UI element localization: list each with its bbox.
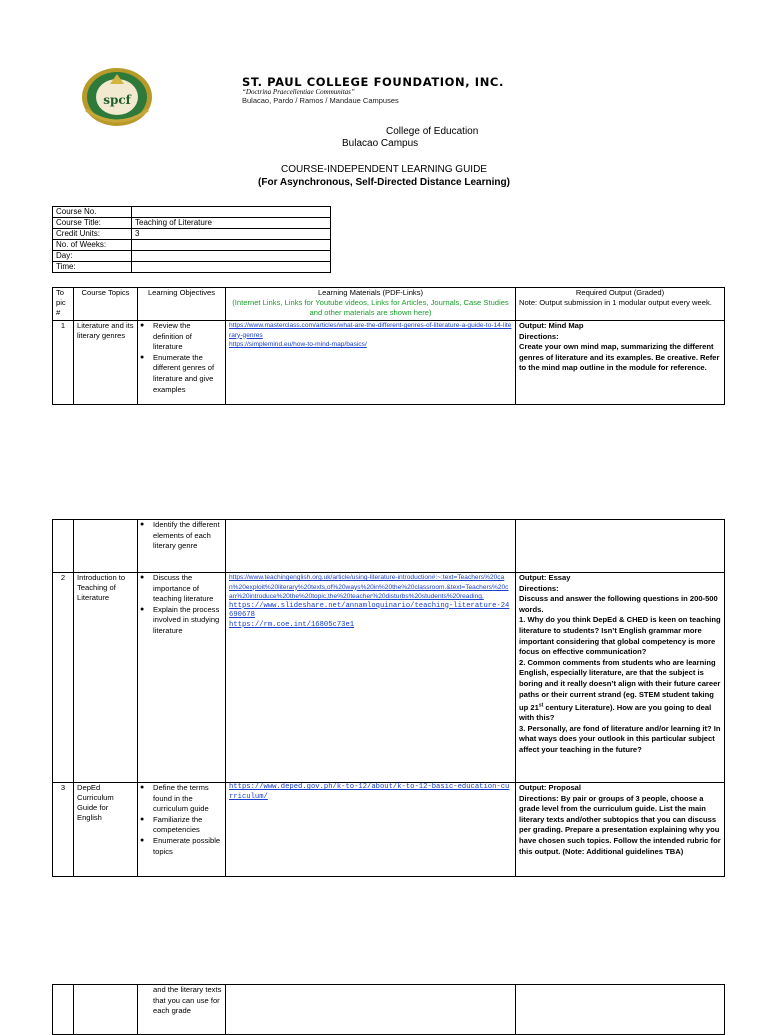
materials-note: (Internet Links, Links for Youtube videos, Links for Articles, Journals, Case Studies and other materials are shown here) xyxy=(232,298,509,317)
course-info-row xyxy=(53,251,331,262)
objective-item: ● Enumerate the different genres of literature and give examples xyxy=(153,353,222,395)
materials-cell xyxy=(226,520,516,573)
info-value xyxy=(132,240,331,251)
header-course-topics: Course Topics xyxy=(74,288,138,321)
info-label: No. of Weeks: xyxy=(53,240,132,251)
objective-item: ● Identify the different elements of each literary genre xyxy=(153,520,222,552)
output-cell xyxy=(516,573,725,783)
objective-item: ● Review the definition of literature xyxy=(153,321,222,353)
info-value xyxy=(132,251,331,262)
objectives-cell xyxy=(138,985,226,1035)
course-topic xyxy=(74,985,138,1035)
objectives-cell xyxy=(138,573,226,783)
course-info-row xyxy=(53,207,331,218)
material-link[interactable]: https://www.deped.gov.ph/k-to-12/about/k-to-12-basic-education-curriculum/ xyxy=(229,783,510,801)
objectives-cell xyxy=(138,520,226,573)
info-label: Course No. xyxy=(53,207,132,218)
info-value: Teaching of Literature xyxy=(132,218,331,229)
materials-cell xyxy=(226,573,516,783)
campus-name: Bulacao Campus xyxy=(342,138,419,149)
table-row xyxy=(53,520,725,573)
course-info-row xyxy=(53,218,331,229)
material-link[interactable]: https://www.teachingenglish.org.uk/article/using-literature-introduction#:~:text=Teachers%20can%20exploit%20literary%20texts,of%20ways%20in%20the%20classroom.&text=Teachers%20can%20introduce%20the%20topic,the%20teacher%20disturbs%20students%20reading. xyxy=(229,574,509,600)
objectives-cell xyxy=(138,783,226,877)
info-value xyxy=(132,207,331,218)
course-topic: Introduction to Teaching of Literature xyxy=(74,573,138,783)
materials-cell xyxy=(226,783,516,877)
output-question: 1. Why do you think DepEd & CHED is keen on teaching literature to students? Isn’t English grammar more important considering that global competency is more focus on effective communication? xyxy=(519,615,721,657)
output-label: Output: Essay xyxy=(519,573,571,582)
header-required-output xyxy=(516,288,725,321)
material-link[interactable]: https://rm.coe.int/16805c73e1 xyxy=(229,620,355,629)
material-link[interactable]: https://simplemind.eu/how-to-mind-map/basics/ xyxy=(229,341,367,348)
course-info-row xyxy=(53,262,331,273)
output-question: 2. Common comments from students who are learning English, especially literature, are that the subject is boring and it really doesn’t align with their future career paths or their current strand (eg. STEM student taking up 21st century Literature). How are you going to deal with this? xyxy=(519,657,721,723)
school-motto: “Doctrina Praecellentiae Communitas” xyxy=(242,88,355,96)
topic-number: 2 xyxy=(53,573,74,783)
topic-number: 1 xyxy=(53,321,74,405)
objective-continuation: and the literary texts that you can use for each grade xyxy=(153,985,222,1016)
objective-item: ● Discuss the importance of teaching literature xyxy=(153,573,222,605)
table-row xyxy=(53,985,725,1035)
college-seal-logo xyxy=(80,66,154,128)
output-directions-label: Directions: xyxy=(519,331,559,341)
output-cell xyxy=(516,985,725,1035)
header-learning-materials xyxy=(226,288,516,321)
table-row xyxy=(53,321,725,405)
materials-title: Learning Materials (PDF-Links) xyxy=(317,288,424,297)
guide-title: COURSE-INDEPENDENT LEARNING GUIDE xyxy=(281,164,487,175)
guide-subtitle: (For Asynchronous, Self-Directed Distance Learning) xyxy=(258,177,510,188)
output-label: Output: Proposal xyxy=(519,783,582,792)
table-header-row xyxy=(53,288,725,321)
info-value: 3 xyxy=(132,229,331,240)
table-row xyxy=(53,783,725,877)
course-topic: Literature and its literary genres xyxy=(74,321,138,405)
objective-item: ● Familiarize the competencies xyxy=(153,815,222,836)
material-link[interactable]: https://www.masterclass.com/articles/what-are-the-different-genres-of-literature-a-guide-to-14-literary-genres xyxy=(229,322,512,339)
info-label: Day: xyxy=(53,251,132,262)
topic-number xyxy=(53,985,74,1035)
output-question: 3. Personally, are fond of literature and/or learning it? In what ways does your outlook in this particular subject affect your teaching in the future? xyxy=(519,723,721,755)
output-cell xyxy=(516,783,725,877)
learning-guide-table-page3 xyxy=(52,984,725,1035)
objective-item: ● Enumerate possible topics xyxy=(153,836,222,857)
output-note: Note: Output submission in 1 modular output every week. xyxy=(519,298,712,307)
output-cell xyxy=(516,520,725,573)
output-directions-label: Directions: xyxy=(519,793,559,803)
course-topic: DepEd Curriculum Guide for English xyxy=(74,783,138,877)
course-info-row xyxy=(53,229,331,240)
course-info-table xyxy=(52,206,331,273)
header-topic-number: To pic # xyxy=(53,288,74,321)
info-label: Course Title: xyxy=(53,218,132,229)
output-directions-text: By pair or groups of 3 people, choose a grade level from the curriculum guide. List the main literary texts and/other subtopics that you can discuss per grading. Prepare a presentation explaining why you have chosen such topics. Follow the intended rubric for this output. (Note: Additional guidelines TBA) xyxy=(519,793,721,856)
learning-guide-table xyxy=(52,287,725,405)
objective-item: ● Define the terms found in the curriculum guide xyxy=(153,783,222,815)
school-name: ST. PAUL COLLEGE FOUNDATION, INC. xyxy=(242,75,504,89)
materials-cell xyxy=(226,321,516,405)
output-directions-text: Discuss and answer the following questions in 200-500 words. xyxy=(519,594,718,614)
svg-text:spcf: spcf xyxy=(103,93,131,107)
output-cell xyxy=(516,321,725,405)
learning-guide-table-continued xyxy=(52,519,725,877)
college-name: College of Education xyxy=(386,126,479,137)
campus-list: Bulacao, Pardo / Ramos / Mandaue Campuses xyxy=(242,96,399,105)
info-value xyxy=(132,262,331,273)
output-label: Output: Mind Map xyxy=(519,321,584,330)
course-info-row xyxy=(53,240,331,251)
header-learning-objectives: Learning Objectives xyxy=(138,288,226,321)
topic-number: 3 xyxy=(53,783,74,877)
material-link[interactable]: https://www.slideshare.net/annamloquinario/teaching-literature-24690678 xyxy=(229,601,510,619)
table-row xyxy=(53,573,725,783)
output-directions-text: Create your own mind map, summarizing the different genres of literature and its examples. Be creative. Refer to the mind map outline in the module for reference. xyxy=(519,342,720,373)
objectives-cell xyxy=(138,321,226,405)
objective-item: ● Explain the process involved in studying literature xyxy=(153,605,222,637)
output-title: Required Output (Graded) xyxy=(575,288,665,297)
topic-number xyxy=(53,520,74,573)
output-directions-label: Directions: xyxy=(519,583,559,593)
course-topic xyxy=(74,520,138,573)
materials-cell xyxy=(226,985,516,1035)
info-label: Credit Units: xyxy=(53,229,132,240)
info-label: Time: xyxy=(53,262,132,273)
